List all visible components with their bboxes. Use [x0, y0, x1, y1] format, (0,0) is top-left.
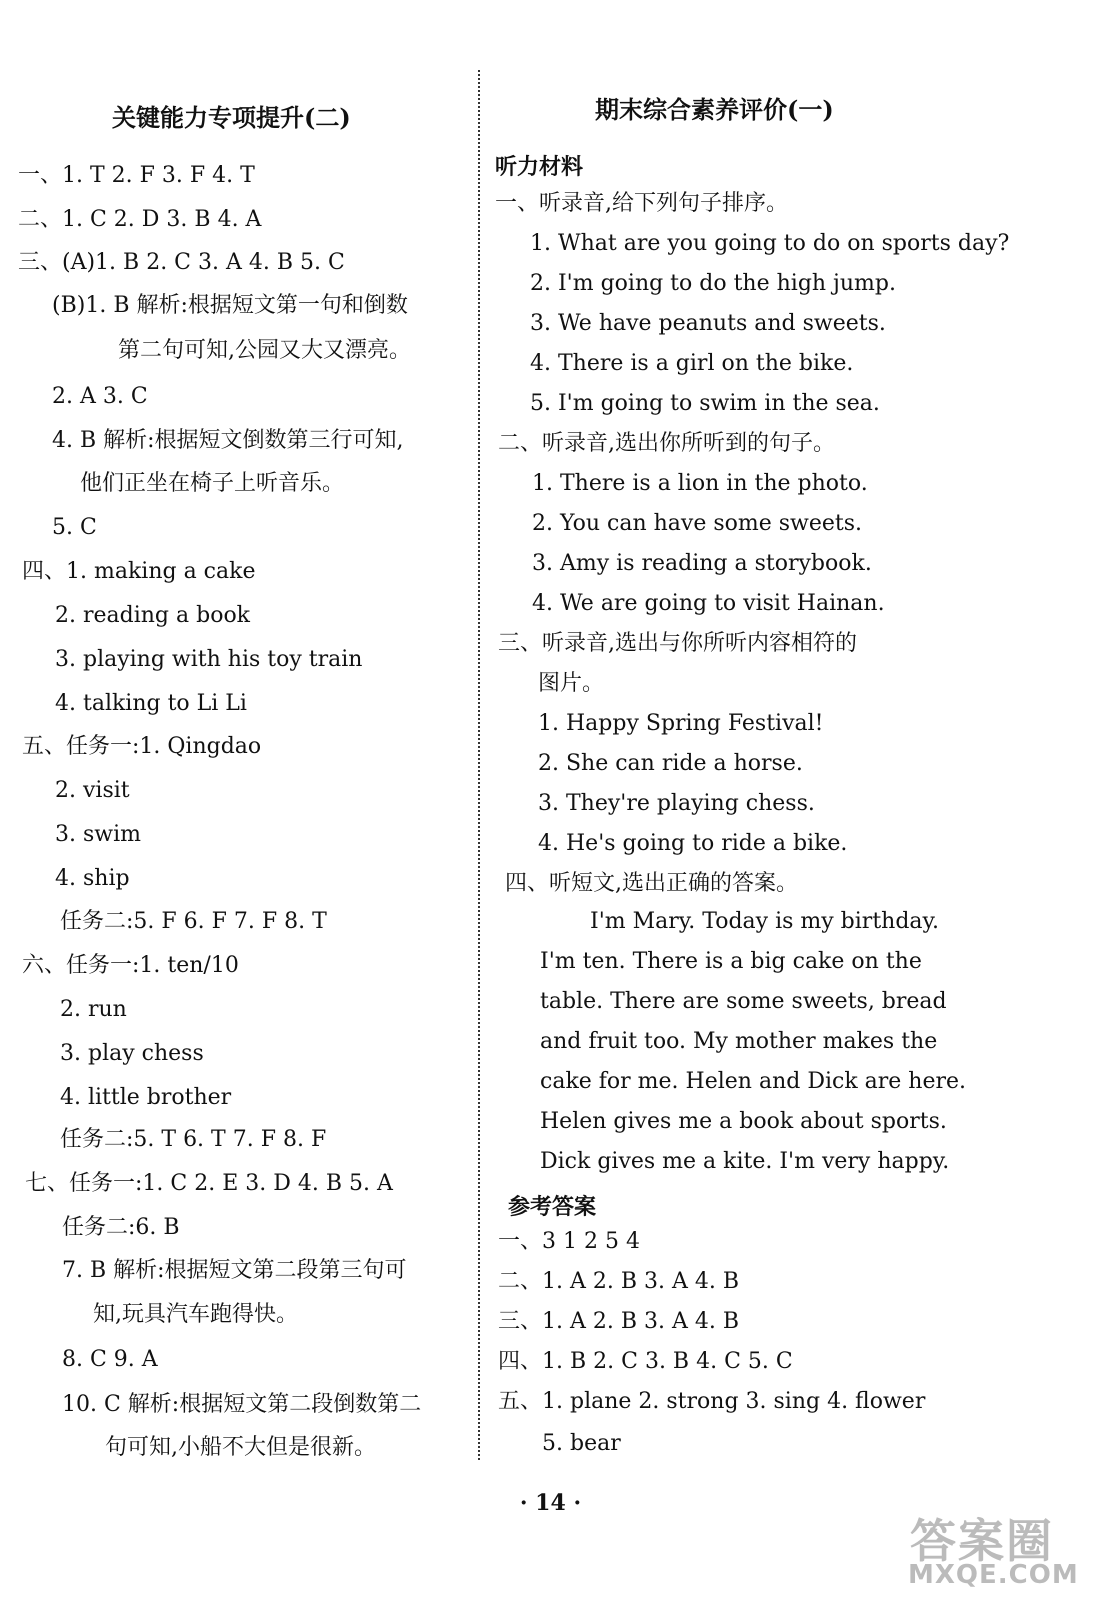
- listening-material-line: 三、听录音,选出与你所听内容相符的: [498, 631, 857, 656]
- left-answer-line: 10. C 解析:根据短文第二段倒数第二: [62, 1392, 422, 1417]
- listening-material-line: 3. We have peanuts and sweets.: [530, 311, 886, 336]
- listening-material-line: and fruit too. My mother makes the: [540, 1029, 938, 1054]
- listening-material-line: 1. Happy Spring Festival!: [538, 711, 824, 736]
- left-answer-line: 2. run: [60, 997, 127, 1022]
- left-answer-line: 5. C: [52, 515, 97, 540]
- left-answer-line: 第二句可知,公园又大又漂亮。: [118, 338, 411, 363]
- listening-header: 听力材料: [495, 154, 584, 180]
- listening-material-line: 一、听录音,给下列句子排序。: [495, 191, 788, 216]
- listening-material-line: 1. What are you going to do on sports day?: [530, 231, 1010, 256]
- listening-material-line: I'm ten. There is a big cake on the: [540, 949, 922, 974]
- listening-material-line: 2. You can have some sweets.: [532, 511, 863, 536]
- page-number: · 14 ·: [519, 1490, 582, 1516]
- left-answer-line: 7. B 解析:根据短文第二段第三句可: [62, 1258, 407, 1283]
- left-answer-line: 8. C 9. A: [62, 1347, 158, 1372]
- left-answer-line: 知,玩具汽车跑得快。: [93, 1302, 298, 1327]
- listening-material-line: 2. I'm going to do the high jump.: [530, 271, 896, 296]
- left-answer-line: 任务二:6. B: [62, 1215, 180, 1240]
- left-answer-line: 2. reading a book: [55, 603, 251, 628]
- listening-material-line: 二、听录音,选出你所听到的句子。: [498, 431, 835, 456]
- left-answer-line: 六、任务一:1. ten/10: [22, 953, 239, 978]
- left-answer-line: 4. B 解析:根据短文倒数第三行可知,: [52, 428, 404, 453]
- left-answer-line: 3. playing with his toy train: [55, 647, 363, 672]
- left-answer-line: 他们正坐在椅子上听音乐。: [80, 471, 345, 496]
- left-answer-line: 句可知,小船不大但是很新。: [105, 1435, 376, 1460]
- listening-material-line: cake for me. Helen and Dick are here.: [540, 1069, 967, 1094]
- left-answer-line: 二、1. C 2. D 3. B 4. A: [18, 207, 262, 232]
- listening-material-line: 四、听短文,选出正确的答案。: [505, 871, 798, 896]
- listening-material-line: 2. She can ride a horse.: [538, 751, 803, 776]
- reference-answer-line: 三、1. A 2. B 3. A 4. B: [498, 1309, 740, 1334]
- left-answer-line: 2. visit: [55, 778, 130, 803]
- left-answer-line: (B)1. B 解析:根据短文第一句和倒数: [52, 293, 408, 318]
- left-answer-line: 一、1. T 2. F 3. F 4. T: [18, 163, 255, 188]
- watermark-logo: [900, 1505, 1090, 1595]
- left-answer-line: 三、(A)1. B 2. C 3. A 4. B 5. C: [18, 250, 345, 275]
- left-answer-line: 3. swim: [55, 822, 142, 847]
- watermark-bottom: MXQE.COM: [908, 1560, 1079, 1590]
- listening-material-line: 4. We are going to visit Hainan.: [532, 591, 885, 616]
- left-answer-line: 五、任务一:1. Qingdao: [22, 734, 262, 759]
- left-answer-line: 四、1. making a cake: [22, 559, 256, 584]
- listening-material-line: 4. He's going to ride a bike.: [538, 831, 848, 856]
- reference-answer-line: 四、1. B 2. C 3. B 4. C 5. C: [498, 1349, 793, 1374]
- listening-material-line: 图片。: [538, 671, 605, 696]
- left-answer-line: 4. little brother: [60, 1085, 232, 1110]
- reference-answer-line: 5. bear: [542, 1431, 621, 1456]
- left-answer-line: 任务二:5. T 6. T 7. F 8. F: [60, 1127, 327, 1152]
- reference-answer-line: 一、3 1 2 5 4: [498, 1229, 640, 1254]
- column-divider: [478, 70, 480, 1460]
- listening-material-line: Dick gives me a kite. I'm very happy.: [540, 1149, 950, 1174]
- reference-answer-line: 五、1. plane 2. strong 3. sing 4. flower: [498, 1389, 926, 1414]
- left-answer-line: 七、任务一:1. C 2. E 3. D 4. B 5. A: [25, 1171, 393, 1196]
- left-answer-line: 2. A 3. C: [52, 384, 148, 409]
- listening-material-line: 5. I'm going to swim in the sea.: [530, 391, 880, 416]
- listening-material-line: 4. There is a girl on the bike.: [530, 351, 854, 376]
- left-answer-line: 4. talking to Li Li: [55, 691, 247, 716]
- listening-material-line: Helen gives me a book about sports.: [540, 1109, 947, 1134]
- right-title: 期末综合素养评价(一): [595, 95, 834, 124]
- left-title: 关键能力专项提升(二): [112, 103, 351, 132]
- listening-material-line: 3. They're playing chess.: [538, 791, 815, 816]
- listening-material-line: 3. Amy is reading a storybook.: [532, 551, 872, 576]
- listening-material-line: I'm Mary. Today is my birthday.: [590, 909, 940, 934]
- watermark-top: 答案圈: [910, 1514, 1054, 1568]
- left-answer-line: 4. ship: [55, 866, 130, 891]
- answers-header: 参考答案: [508, 1194, 597, 1220]
- left-answer-line: 任务二:5. F 6. F 7. F 8. T: [60, 909, 327, 934]
- reference-answer-line: 二、1. A 2. B 3. A 4. B: [498, 1269, 740, 1294]
- listening-material-line: table. There are some sweets, bread: [540, 989, 947, 1014]
- left-answer-line: 3. play chess: [60, 1041, 204, 1066]
- listening-material-line: 1. There is a lion in the photo.: [532, 471, 868, 496]
